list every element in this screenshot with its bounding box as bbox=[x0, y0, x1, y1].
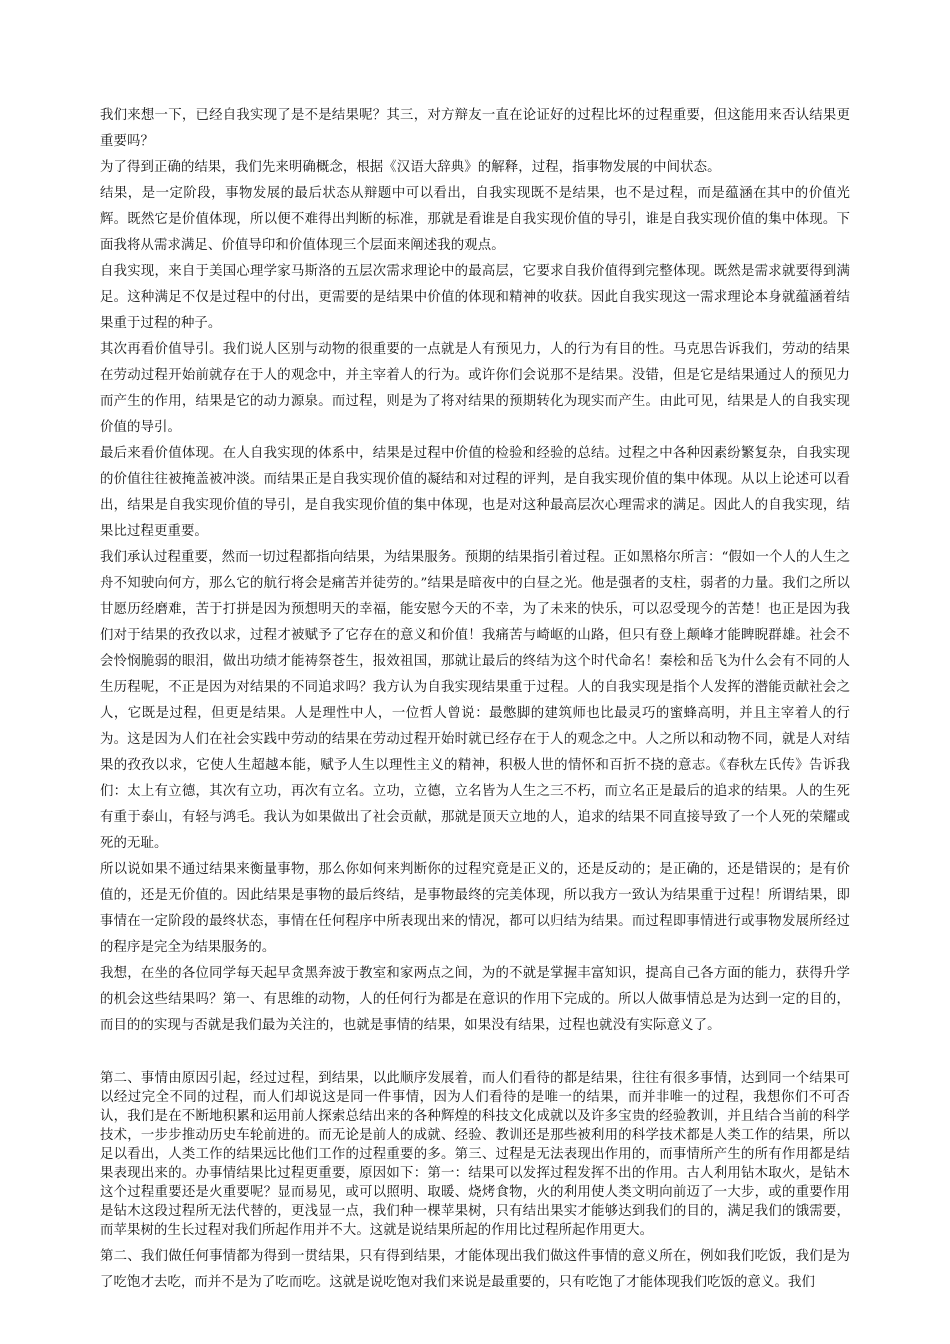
paragraph-dense: 第二、事情由原因引起，经过过程，到结果，以此顺序发展着，而人们看待的都是结果，往往有很多事情，达到同一个结果可以经过完全不同的过程，而人们却说这是同一件事情，因为人们看待的是唯一的结果，而并非唯一的过程，我想你们不可否认，我们是在不断地积累和运用前人探索总结出来的各种辉煌的科技文化成就以及许多宝贵的经验教训，并且结合当前的科学技术，一步步推动历史车轮前进的。而无论是前人的成就、经验、教训还是那些被利用的科学技术都是人类工作的结果，所以足以看出，人类工作的结果远比他们工作的过程重要的多。第三、过程是无法表现出作用的，而事情所产生的所有作用都是结果表现出来的。办事情结果比过程更重要，原因如下：第一：结果可以发挥过程发挥不出的作用。古人利用钻木取火，是钻木这个过程重要还是火重要呢？显而易见，或可以照明、取暖、烧烤食物，火的利用使人类文明向前迈了一大步，或的重要作用是钻木这段过程所无法代替的，更浅显一点，我们种一棵苹果树，只有结出果实才能够达到我们的目的，满足我们的饿需要，而苹果树的生长过程对我们所起作用并不大。这就是说结果所起的作用比过程所起作用更大。 bbox=[100, 1071, 850, 1238]
paragraph: 我想，在坐的各位同学每天起早贪黑奔波于教室和家两点之间，为的不就是掌握丰富知识，提高自己各方面的能力，获得升学的机会这些结果吗？第一、有思维的动物，人的任何行为都是在意识的作用下完成的。所以人做事情总是为达到一定的目的，而目的的实现与否就是我们最为关注的，也就是事情的结果，如果没有结果，过程也就没有实际意义了。 bbox=[100, 966, 850, 1033]
paragraph: 我们来想一下，已经自我实现了是不是结果呢？其三，对方辩友一直在论证好的过程比坏的过程重要，但这能用来否认结果更重要吗？ bbox=[100, 108, 850, 149]
paragraph: 其次再看价值导引。我们说人区别与动物的很重要的一点就是人有预见力，人的行为有目的性。马克思告诉我们，劳动的结果在劳动过程开始前就存在于人的观念中，并主宰着人的行为。或许你们会说那不是结果。没错，但是它是结果通过人的预见力而产生的作用，结果是它的动力源泉。而过程，则是为了将对结果的预期转化为现实而产生。由此可见，结果是人的自我实现价值的导引。 bbox=[100, 342, 850, 435]
paragraph: 第二、我们做任何事情都为得到一贯结果，只有得到结果，才能体现出我们做这件事情的意义所在，例如我们吃饭，我们是为了吃饱才去吃，而并不是为了吃而吃。这就是说吃饱对我们来说是最重要的，只有吃饱了才能体现我们吃饭的意义。我们 bbox=[100, 1249, 850, 1290]
document-page bbox=[100, 103, 850, 1296]
paragraph: 结果，是一定阶段，事物发展的最后状态从辩题中可以看出，自我实现既不是结果，也不是过程，而是蕴涵在其中的价值光辉。既然它是价值体现，所以便不难得出判断的标准，那就是看谁是自我实现价值的导引，谁是自我实现价值的集中体现。下面我将从需求满足、价值导印和价值体现三个层面来阐述我的观点。 bbox=[100, 186, 850, 253]
paragraph: 所以说如果不通过结果来衡量事物，那么你如何来判断你的过程究竟是正义的，还是反动的；是正确的，还是错误的；是有价值的，还是无价值的。因此结果是事物的最后终结，是事物最终的完美体现，所以我方一致认为结果重于过程！所谓结果，即事情在一定阶段的最终状态，事情在任何程序中所表现出来的情况，都可以归结为结果。而过程即事情进行或事物发展所经过的程序是完全为结果服务的。 bbox=[100, 862, 850, 955]
paragraph-gap bbox=[100, 1039, 850, 1069]
paragraph: 自我实现，来自于美国心理学家马斯洛的五层次需求理论中的最高层，它要求自我价值得到完整体现。既然是需求就要得到满足。这种满足不仅是过程中的付出，更需要的是结果中价值的体现和精神的收获。因此自我实现这一需求理论本身就蕴涵着结果重于过程的种子。 bbox=[100, 264, 850, 331]
paragraph: 我们承认过程重要，然而一切过程都指向结果，为结果服务。预期的结果指引着过程。正如黑格尔所言：“假如一个人的人生之舟不知驶向何方，那么它的航行将会是痛苦并徒劳的。”结果是暗夜中的白昼之光。他是强者的支柱，弱者的力量。我们之所以甘愿历经磨难，苦于打拼是因为预想明天的幸福，能安慰今天的不幸，为了未来的快乐，可以忍受现今的苦楚！也正是因为我们对于结果的孜孜以求，过程才被赋予了它存在的意义和价值！我痛苦与崎岖的山路，但只有登上颠峰才能睥睨群雄。社会不会怜悯脆弱的眼泪，做出功绩才能祷祭苍生，报效祖国，那就让最后的终结为这个时代命名！秦桧和岳飞为什么会有不同的人生历程呢，不正是因为对结果的不同追求吗？我方认为自我实现结果重于过程。人的自我实现是指个人发挥的潜能贡献社会之人，它既是过程，但更是结果。人是理性中人，一位哲人曾说：最憋脚的建筑师也比最灵巧的蜜蜂高明，并且主宰着人的行为。这是因为人们在社会实践中劳动的结果在劳动过程开始时就已经存在于人的观念之中。人之所以和动物不同，就是人对结果的孜孜以求，它使人生超越本能，赋予人生以理性主义的精神，积极人世的情怀和百折不挠的意志。《春秋左氏传》告诉我们：太上有立德，其次有立功，再次有立名。立功，立德，立名皆为人生之三不朽，而立名正是最后的追求的结果。人的生死有重于泰山，有轻与鸿毛。我认为如果做出了社会贡献，那就是顶天立地的人，追求的结果不同直接导致了一个人死的荣耀或死的无耻。 bbox=[100, 550, 850, 851]
paragraph: 为了得到正确的结果，我们先来明确概念，根据《汉语大辞典》的解释，过程，指事物发展的中间状态。 bbox=[100, 160, 721, 175]
paragraph: 最后来看价值体现。在人自我实现的体系中，结果是过程中价值的检验和经验的总结。过程之中各种因素纷繁复杂，自我实现的价值往往被掩盖被冲淡。而结果正是自我实现价值的凝结和对过程的评判，是自我实现价值的集中体现。从以上论述可以看出，结果是自我实现价值的导引，是自我实现价值的集中体现，也是对这种最高层次心理需求的满足。因此人的自我实现，结果比过程更重要。 bbox=[100, 446, 850, 539]
